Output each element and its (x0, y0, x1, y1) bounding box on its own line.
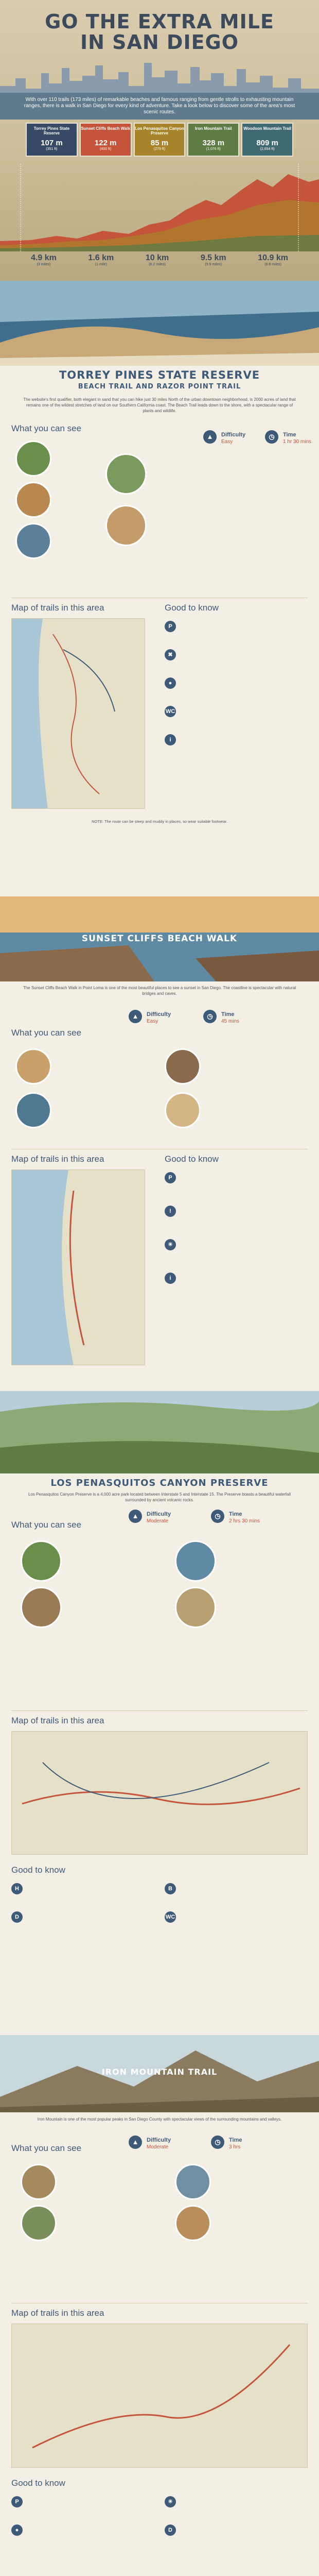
trail-map-penasquitos (11, 1731, 308, 1855)
section-title-iron: IRON MOUNTAIN TRAIL (101, 2067, 218, 2077)
trail-photo (175, 2164, 211, 2200)
section-body-sunset: The Sunset Cliffs Beach Walk in Point Loma is one of the most beautiful places to see a sunset in San Diego. The coastline is spectacular with natural bridges and caves. (23, 986, 296, 996)
stat-name: Iron Mountain Trail (195, 126, 232, 131)
stat-unit: (279 ft) (153, 147, 166, 151)
dog-icon: D (11, 1911, 23, 1923)
sun-icon: ☀ (165, 2496, 176, 2507)
distance-label: (1 mile) (95, 263, 107, 266)
map-graphic (12, 1170, 145, 1365)
sun-icon: ☀ (165, 1239, 176, 1250)
distance-value: 10 km (145, 253, 169, 262)
trail-photo (21, 1540, 62, 1582)
horse-icon: H (11, 1883, 23, 1894)
dog-icon: ✖ (165, 649, 176, 660)
stat-penasquitos (134, 123, 186, 157)
elevation-profile (0, 164, 319, 251)
trail-photo (175, 1540, 216, 1582)
trail-photo (21, 1587, 62, 1628)
bike-icon: B (165, 1883, 176, 1894)
difficulty-value: Easy (221, 439, 233, 445)
distance-value: 1.6 km (88, 253, 114, 262)
time-label (229, 1511, 260, 1524)
clock-icon: ◷ (211, 1510, 224, 1523)
section-title-sunset: SUNSET CLIFFS BEACH WALK (81, 934, 238, 944)
page-title (0, 11, 319, 53)
stat-value: 122 m (94, 139, 117, 147)
trail-map-sunset (11, 1170, 145, 1365)
clock-icon: ◷ (203, 1010, 217, 1023)
distance-label: (3 miles) (37, 263, 51, 266)
map-head-sunset: Map of trails in this area (11, 1154, 104, 1164)
hero (0, 0, 319, 281)
trail-photo (165, 1048, 201, 1084)
map-graphic (12, 1732, 308, 1855)
difficulty-label (221, 432, 245, 445)
section-banner-iron (0, 2035, 319, 2112)
section-title-torrey: TORREY PINES STATE RESERVE (59, 369, 260, 381)
section-banner-torrey (0, 281, 319, 366)
difficulty-icon: ▲ (129, 1010, 142, 1023)
see-head-penasquitos: What you can see (11, 1520, 82, 1530)
time-label (283, 432, 311, 445)
time-value: 1 hr 30 mins (283, 439, 312, 445)
water-icon: ● (165, 677, 176, 689)
divider (11, 1710, 308, 1711)
distance-item (31, 253, 57, 266)
stat-value: 809 m (256, 139, 278, 147)
water-icon: ● (11, 2524, 23, 2536)
trail-photo (15, 1092, 51, 1128)
stat-value: 107 m (41, 139, 63, 147)
distance-item (258, 253, 288, 266)
stat-sunset (80, 123, 132, 157)
difficulty-text: Difficulty (221, 432, 246, 438)
trail-photo (105, 453, 147, 495)
difficulty-icon: ▲ (203, 430, 217, 444)
difficulty-label (147, 1011, 171, 1025)
trail-photo (105, 505, 147, 546)
section-body-penasquitos: Los Penasquitos Canyon Preserve is a 4,000 acre park located between Interstate 5 and Interstate 15. The Preserve boasts a beautiful waterfall surrounded by ancient volcanic rocks. (28, 1492, 291, 1502)
stat-value: 85 m (150, 139, 169, 147)
see-head-torrey: What you can see (11, 423, 82, 433)
difficulty-label (147, 1511, 171, 1524)
difficulty-text: Difficulty (147, 2137, 171, 2143)
trail-photo (165, 1092, 201, 1128)
clock-icon: ◷ (265, 430, 278, 444)
trail-photo (21, 2205, 57, 2241)
difficulty-label (147, 2137, 171, 2150)
time-text: Time (283, 432, 296, 438)
trail-map-torrey (11, 618, 145, 809)
trail-photo (15, 440, 51, 477)
difficulty-icon: ▲ (129, 2136, 142, 2149)
section-title-penasquitos: LOS PENASQUITOS CANYON PRESERVE (50, 1478, 269, 1488)
time-value: 2 hrs 30 mins (229, 1518, 260, 1524)
difficulty-value: Easy (147, 1019, 158, 1024)
difficulty-text: Difficulty (147, 1011, 171, 1018)
distance-value: 4.9 km (31, 253, 57, 262)
time-text: Time (229, 2137, 242, 2143)
trail-photo (15, 523, 51, 559)
map-graphic (12, 2324, 308, 2468)
intro-text: With over 110 trails (173 miles) of remarkable beaches and famous ranging from gentle strolls to exhausting mountain ranges, there is a walk in San Diego for every kind of adventure. Take a look below to discover some of the area's most scenic routes. (24, 97, 295, 115)
toilet-icon: WC (165, 1911, 176, 1923)
trail-photo (21, 2164, 57, 2200)
section-body-torrey: The website's first qualifier, both elegant in sand that you can hike just 30 miles North of the urban downtown neighborhood, is 2000 acres of land that remains one of the wildest stretches of land on our Southern California coast. The Beach Trail leads down to the shore, with a spectacular range of plants and wildlife. (23, 397, 296, 413)
trail-photo (15, 482, 51, 518)
toilet-icon: WC (165, 706, 176, 717)
distance-value: 10.9 km (258, 253, 288, 262)
parking-icon: P (165, 1172, 176, 1183)
time-value: 3 hrs (229, 2144, 241, 2150)
time-text: Time (221, 1011, 235, 1018)
see-head-sunset: What you can see (11, 1028, 82, 1038)
gk-head-torrey: Good to know (165, 603, 219, 613)
section-banner-penasquitos (0, 1391, 319, 1473)
title-line-2: IN SAN DIEGO (80, 31, 239, 54)
distance-item (146, 253, 169, 266)
stat-row (26, 123, 293, 157)
stat-name: Woodson Mountain Trail (243, 126, 291, 131)
parking-icon: P (11, 2496, 23, 2507)
time-label (229, 2137, 242, 2150)
distance-value: 9.5 km (200, 253, 226, 262)
stat-unit: (1,076 ft) (206, 147, 221, 151)
map-head-penasquitos: Map of trails in this area (11, 1716, 104, 1725)
see-head-iron: What you can see (11, 2143, 82, 2153)
canyon-photo (0, 1391, 319, 1473)
dog-icon: D (165, 2524, 176, 2536)
trail-map-iron (11, 2324, 308, 2468)
difficulty-text: Difficulty (147, 1511, 171, 1517)
trail-photo (175, 2205, 211, 2241)
section-subtitle-torrey: BEACH TRAIL AND RAZOR POINT TRAIL (78, 383, 241, 391)
stat-iron (187, 123, 239, 157)
section-banner-sunset (0, 896, 319, 981)
map-head-torrey: Map of trails in this area (11, 603, 104, 613)
note-torrey: NOTE: The route can be steep and muddy in places, so wear suitable footwear. (92, 819, 227, 824)
time-label (221, 1011, 239, 1025)
difficulty-icon: ▲ (129, 1510, 142, 1523)
gk-head-iron: Good to know (11, 2478, 65, 2488)
section-body-iron: Iron Mountain is one of the most popular peaks in San Diego County with spectacular views of the surrounding mountains and valleys. (37, 2117, 282, 2122)
parking-icon: P (165, 621, 176, 632)
time-text: Time (229, 1511, 242, 1517)
distance-row (31, 253, 288, 266)
trail-photo (175, 1587, 216, 1628)
gk-head-penasquitos: Good to know (11, 1865, 65, 1875)
stat-unit: (400 ft) (100, 147, 112, 151)
map-graphic (12, 619, 145, 809)
stat-unit: (351 ft) (46, 147, 58, 151)
info-icon: i (165, 734, 176, 745)
warning-icon: ! (165, 1206, 176, 1217)
gk-head-sunset: Good to know (165, 1154, 219, 1164)
stat-woodson (241, 123, 293, 157)
stat-unit: (2,654 ft) (260, 147, 275, 151)
difficulty-value: Moderate (147, 2144, 169, 2150)
stat-name: Sunset Cliffs Beach Walk (81, 126, 131, 131)
stat-name: Los Penasquitos Canyon Preserve (135, 126, 184, 135)
distance-label: (6.2 miles) (149, 263, 166, 266)
title-line-1: GO THE EXTRA MILE (45, 10, 274, 33)
trail-photo (15, 1048, 51, 1084)
distance-label: (5.9 miles) (205, 263, 222, 266)
distance-label: (6.8 miles) (264, 263, 281, 266)
difficulty-value: Moderate (147, 1518, 169, 1524)
time-value: 45 mins (221, 1019, 240, 1024)
stat-value: 328 m (202, 139, 225, 147)
stat-torrey (26, 123, 78, 157)
distance-item (88, 253, 114, 266)
info-icon: i (165, 1273, 176, 1284)
distance-item (201, 253, 226, 266)
coast-photo (0, 281, 319, 366)
clock-icon: ◷ (211, 2136, 224, 2149)
stat-name: Torrey Pines State Reserve (33, 126, 70, 135)
map-head-iron: Map of trails in this area (11, 2308, 104, 2318)
